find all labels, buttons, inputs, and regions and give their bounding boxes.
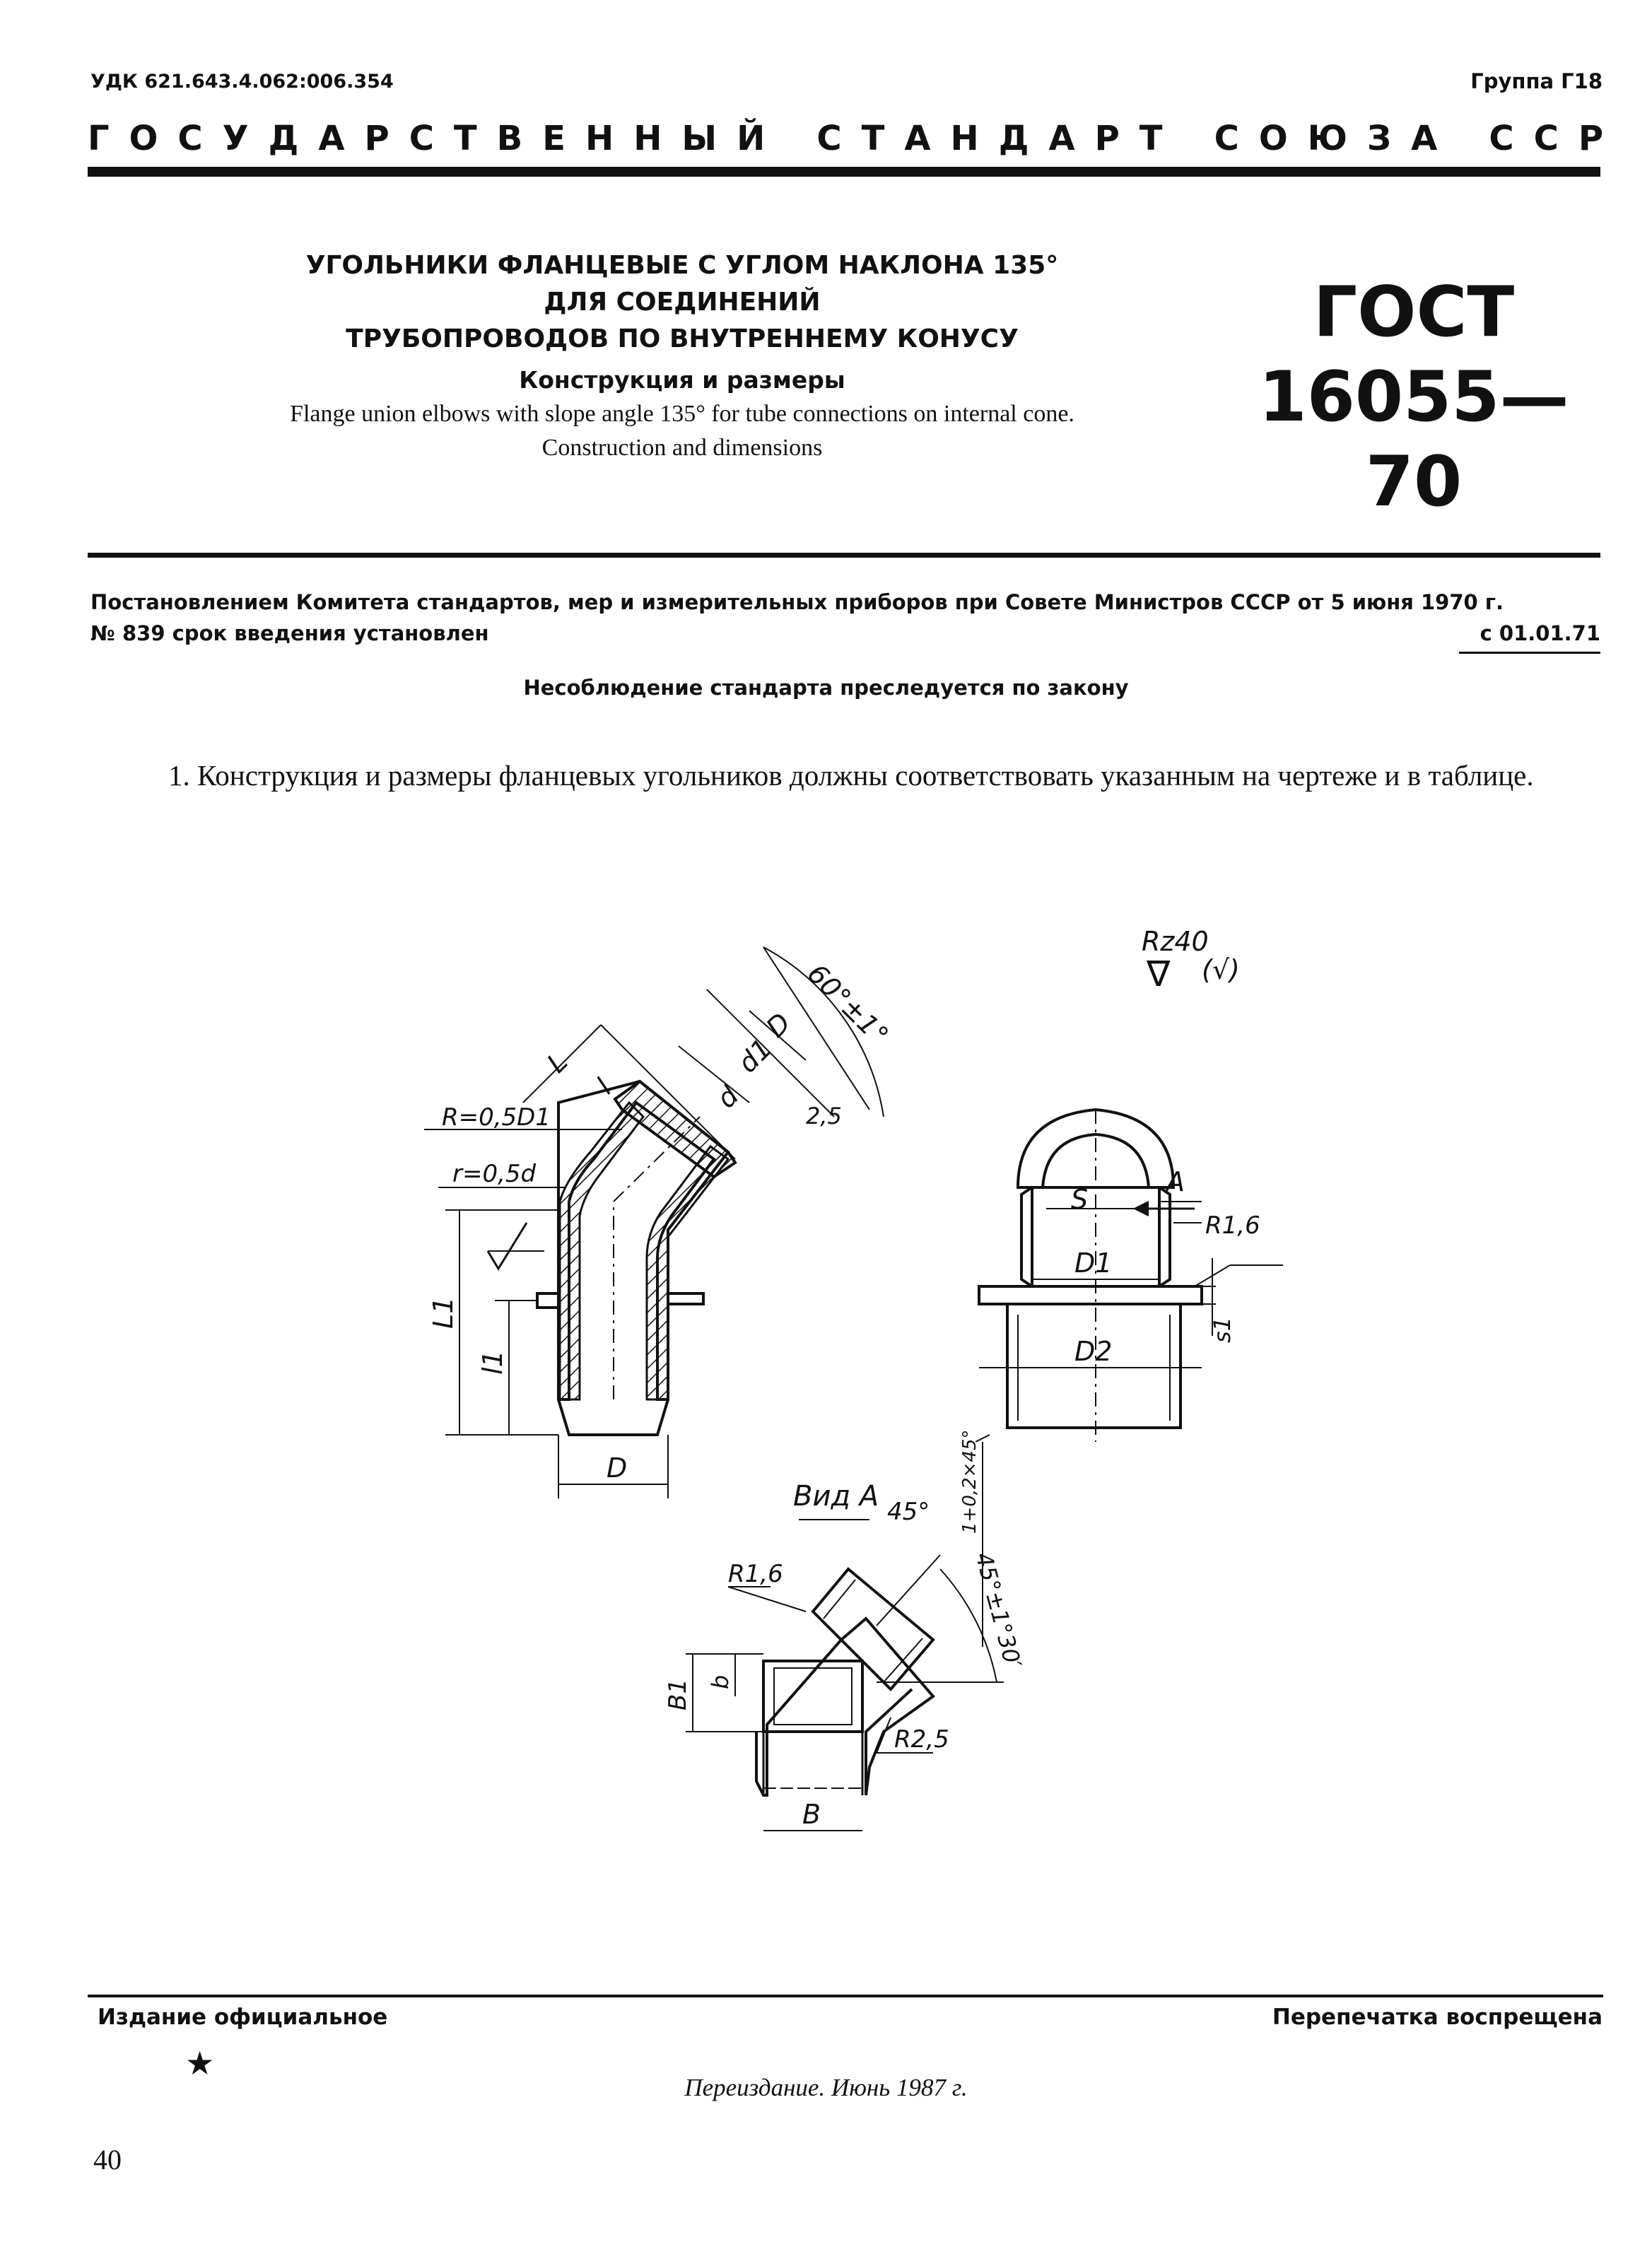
label-l1: l1 bbox=[477, 1350, 508, 1375]
label-d1: d1 bbox=[732, 1033, 778, 1079]
edition-label: Издание официальное bbox=[98, 2004, 388, 2030]
roughness-label: Rz40 bbox=[1142, 926, 1209, 957]
footer-rule bbox=[88, 1995, 1603, 1997]
group-code: Группа Г18 bbox=[1470, 69, 1603, 93]
label-S: S bbox=[1071, 1184, 1089, 1215]
label-b: b bbox=[707, 1674, 734, 1689]
page-number: 40 bbox=[93, 2144, 122, 2176]
label-d: d bbox=[710, 1080, 745, 1115]
label-R16-bottom: R1,6 bbox=[728, 1560, 783, 1588]
decree-line-1: Постановлением Комитета стандартов, мер и измерительных приборов при Совете Министров СССР от 5 июня 1970 г. bbox=[90, 590, 1504, 614]
label-vid-a: Вид А bbox=[793, 1480, 879, 1513]
label-angle-45tol: 45°±1°30′ bbox=[970, 1549, 1027, 1672]
roughness-check-icon bbox=[488, 1223, 527, 1269]
label-rough-25: 2,5 bbox=[806, 1103, 842, 1129]
elbow-bottom-socket bbox=[558, 1399, 668, 1435]
label-A-arrow: A bbox=[1166, 1166, 1185, 1197]
label-angle-60: 60°±1° bbox=[801, 958, 895, 1052]
roughness-triangle-icon: ∇ bbox=[1147, 953, 1171, 994]
label-r05d: r=0,5d bbox=[452, 1160, 537, 1188]
star-icon: ★ bbox=[185, 2044, 215, 2082]
paragraph-1: 1. Конструкция и размеры фланцевых угольников должны соответствовать указанным на чертеже и в таблице. bbox=[168, 759, 1534, 792]
label-L1: L1 bbox=[428, 1296, 459, 1329]
side-view-flange bbox=[979, 1286, 1202, 1304]
label-angle-45: 45° bbox=[887, 1498, 930, 1526]
reissue-note: Переиздание. Июнь 1987 г. bbox=[684, 2074, 968, 2101]
banner-word-3: СОЮЗА bbox=[1214, 119, 1458, 158]
label-D2: D2 bbox=[1074, 1336, 1113, 1367]
title-line-1: УГОЛЬНИКИ ФЛАНЦЕВЫЕ С УГЛОМ НАКЛОНА 135° bbox=[305, 251, 1059, 280]
english-title-1: Flange union elbows with slope angle 135° for tube connections on internal cone. bbox=[290, 401, 1074, 427]
roughness-paren: (√) bbox=[1202, 954, 1240, 985]
decree-date: с 01.01.71 bbox=[1480, 621, 1600, 645]
label-D: D bbox=[760, 1006, 797, 1044]
label-l: l bbox=[590, 1072, 618, 1100]
udk-code: УДК 621.643.4.062:006.354 bbox=[90, 71, 394, 93]
label-D-bottom: D bbox=[607, 1452, 628, 1484]
decree-line-2: № 839 срок введения установлен bbox=[90, 621, 489, 645]
label-R16-top: R1,6 bbox=[1205, 1211, 1260, 1240]
label-R25: R2,5 bbox=[894, 1725, 949, 1754]
elbow-wall-hatch-left bbox=[560, 1103, 643, 1399]
label-D1: D1 bbox=[1074, 1248, 1113, 1279]
label-B1: B1 bbox=[664, 1679, 692, 1710]
gost-label: ГОСТ bbox=[1313, 272, 1515, 353]
label-chamfer: 1+0,2×45° bbox=[959, 1429, 980, 1534]
banner-word-4: ССР bbox=[1489, 119, 1623, 158]
label-R05D1: R=0,5D1 bbox=[442, 1103, 551, 1132]
view-a-threaded-end bbox=[813, 1569, 933, 1689]
title-line-2: ДЛЯ СОЕДИНЕНИЙ bbox=[544, 288, 821, 317]
no-reprint-label: Перепечатка воспрещена bbox=[1272, 2004, 1603, 2030]
law-notice: Несоблюдение стандарта преследуется по закону bbox=[523, 676, 1129, 700]
gost-number: 16055—70 bbox=[1258, 357, 1569, 522]
elbow-wall-hatch-right bbox=[647, 1146, 728, 1399]
title-line-3: ТРУБОПРОВОДОВ ПО ВНУТРЕННЕМУ КОНУСУ bbox=[346, 324, 1019, 353]
label-s1: s1 bbox=[1209, 1316, 1236, 1343]
english-title-2: Construction and dimensions bbox=[541, 435, 823, 461]
label-L: L bbox=[541, 1046, 574, 1079]
banner-word-2: СТАНДАРТ bbox=[816, 119, 1183, 158]
label-B: B bbox=[802, 1799, 821, 1830]
title-subtitle: Конструкция и размеры bbox=[519, 366, 845, 394]
banner-word-1: ГОСУДАРСТВЕННЫЙ bbox=[88, 119, 785, 158]
